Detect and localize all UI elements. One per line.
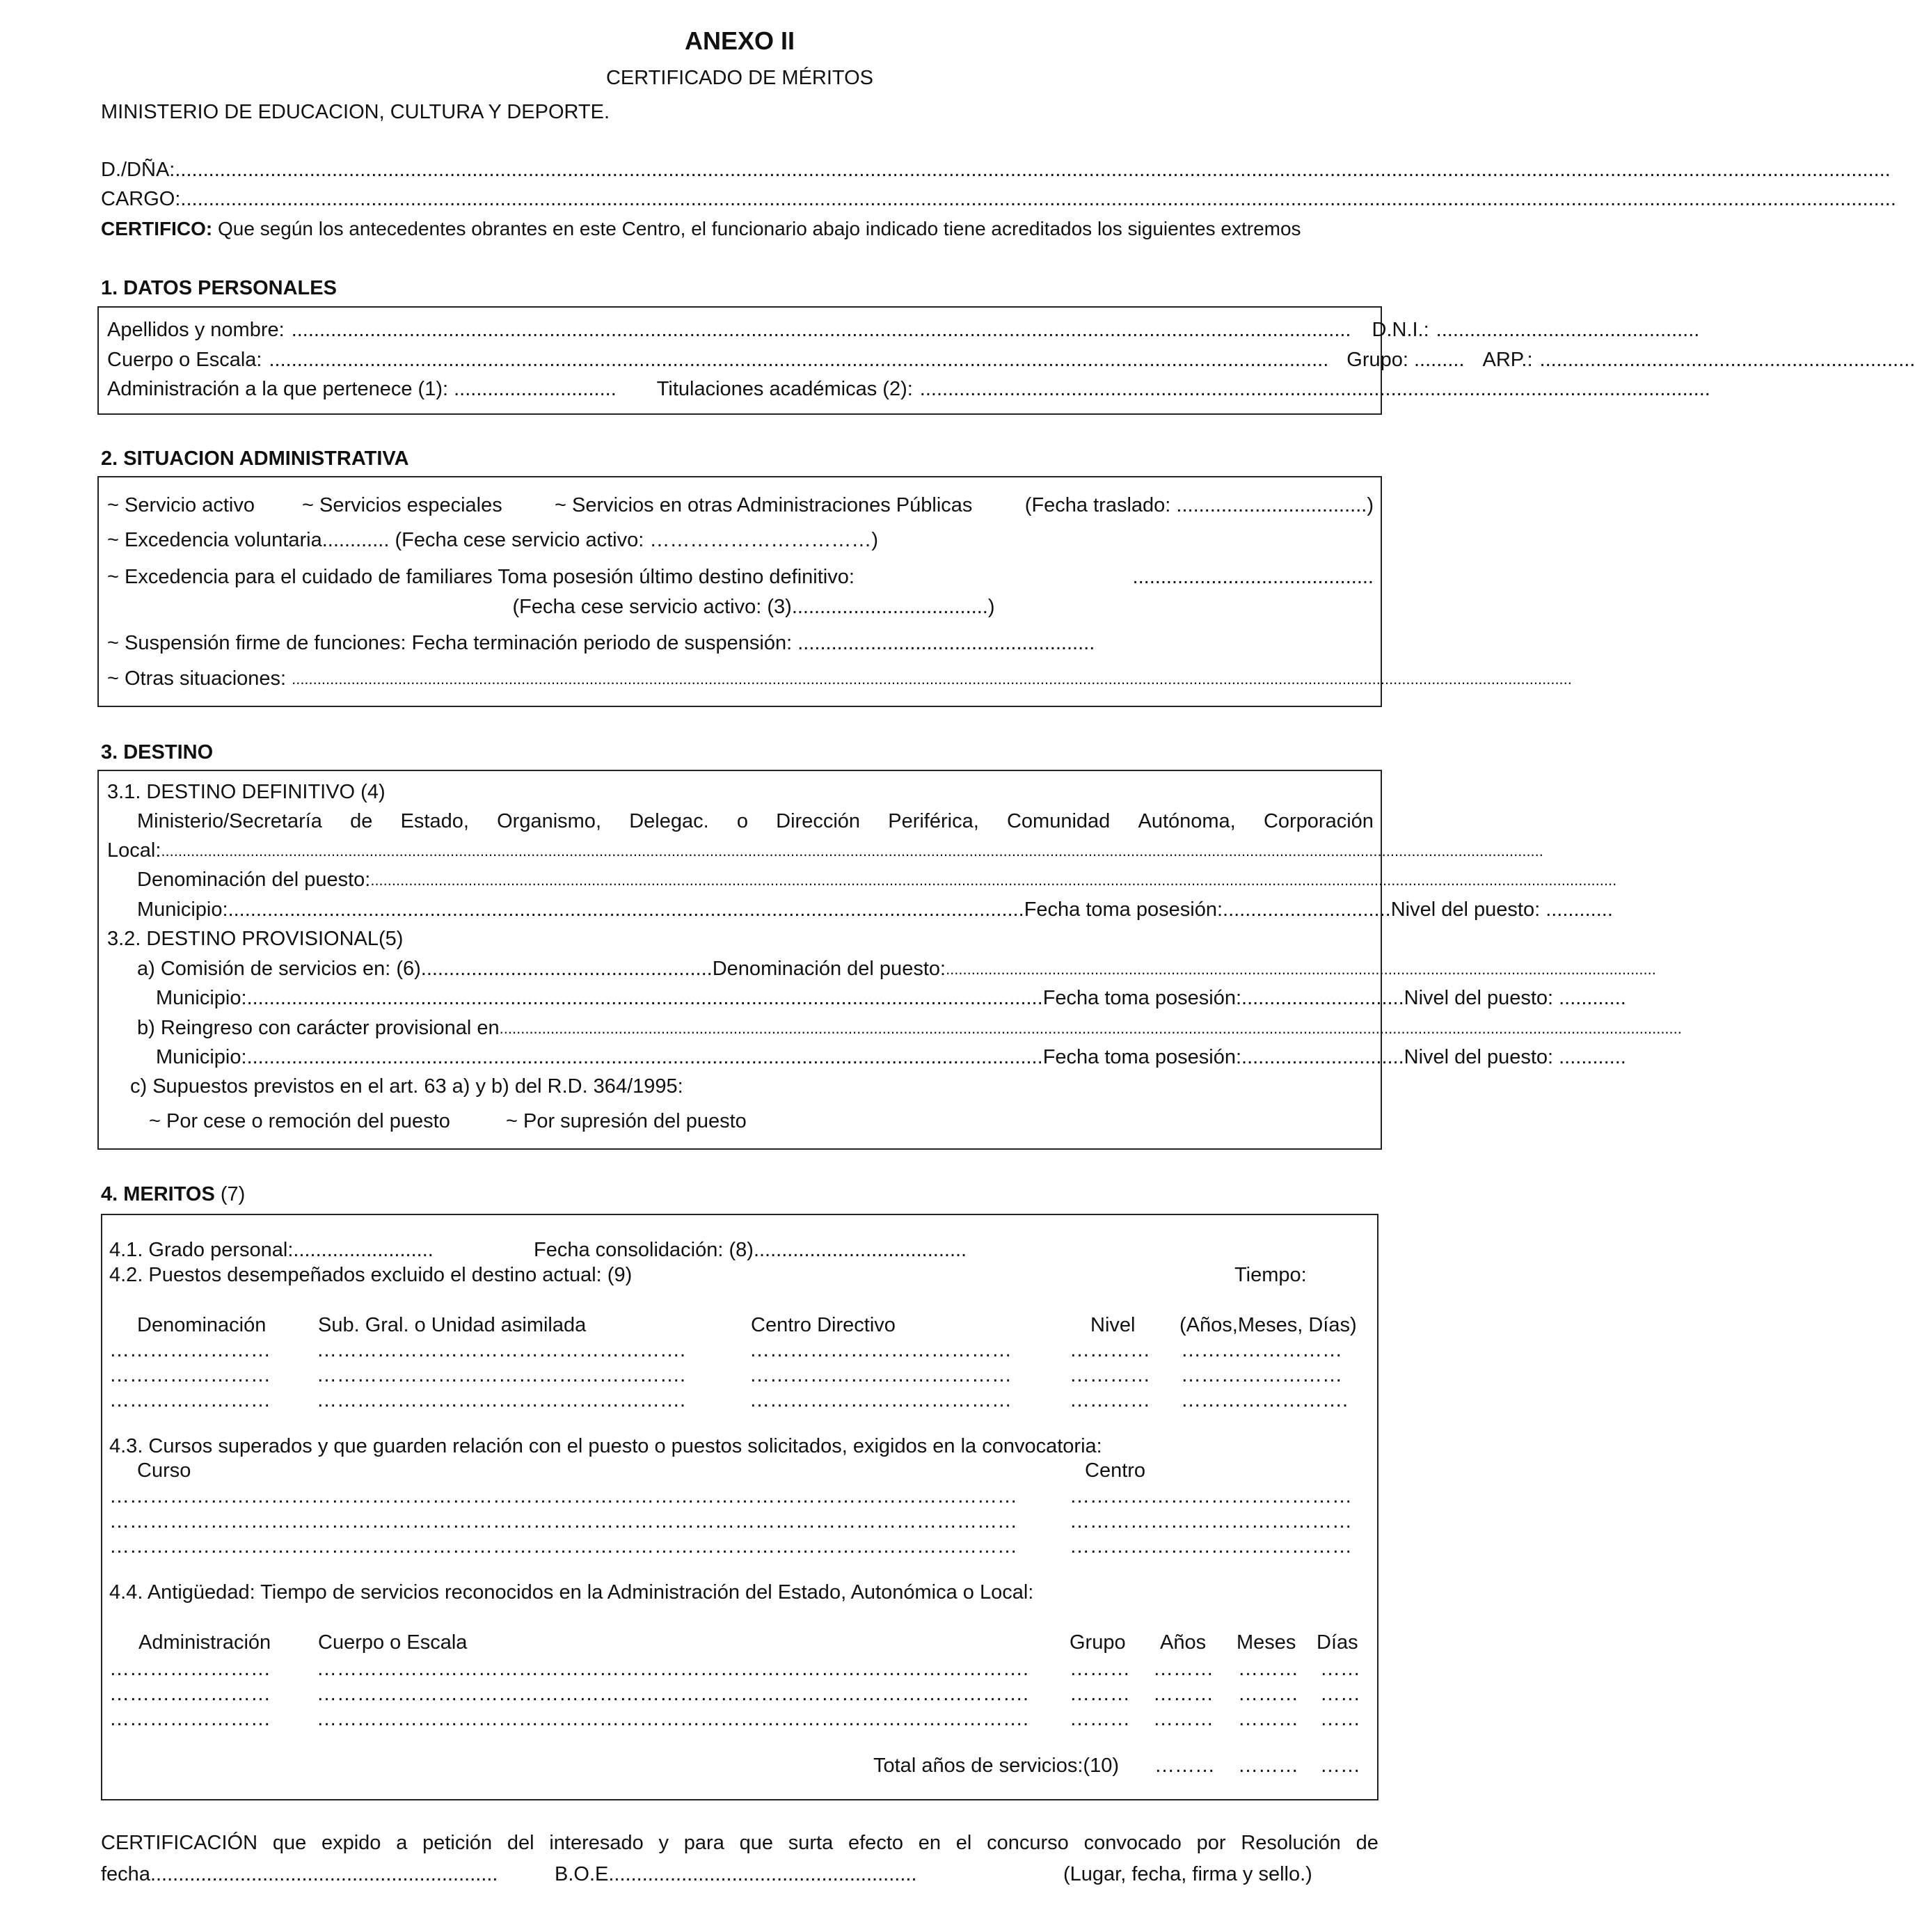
cargo-label: CARGO: xyxy=(101,188,181,210)
certifico-text: Que según los antecedentes obrantes en este Centro, el funcionario abajo indicado tiene acreditados los siguientes extremos xyxy=(212,218,1301,239)
certifico-label: CERTIFICO: xyxy=(101,218,213,239)
municipio-label: Municipio: xyxy=(156,987,247,1009)
municipio-row-3[interactable] xyxy=(156,1046,1626,1069)
section-2-heading: 2. SITUACION ADMINISTRATIVA xyxy=(101,448,409,470)
admin-field[interactable]: Administración a la que pertenece (1): ............................. xyxy=(107,378,617,400)
col-curso: Curso xyxy=(137,1459,191,1482)
word: o xyxy=(736,810,748,832)
section-3-heading: 3. DESTINO xyxy=(101,741,214,763)
checkbox-excedencia-voluntaria[interactable]: ~ Excedencia voluntaria............ (Fecha cese servicio activo: ……………………………) xyxy=(107,529,878,551)
word: concurso xyxy=(987,1832,1069,1854)
comision-row[interactable] xyxy=(137,958,1656,981)
puestos-label: 4.2. Puestos desempeñados excluido el destino actual: (9) xyxy=(109,1264,633,1286)
word: Ministerio/Secretaría xyxy=(137,810,322,832)
table-row[interactable]: …………………… ……………………………………………………………………………………………. ……… ……… ……… …… xyxy=(109,1708,1360,1730)
antiguedad-table-rows[interactable] xyxy=(109,1656,1360,1732)
checkbox-excedencia-familiares[interactable]: ~ Excedencia para el cuidado de familiares Toma posesión último destino definitivo: xyxy=(107,566,855,588)
table-row[interactable]: …………………… ……………………………………………………………………………………………. ……… ……… ……… …… xyxy=(109,1683,1360,1705)
denominacion-dots: ..................................................................................................................................................................................................................................................................................................... xyxy=(370,871,1617,889)
checkbox-otras-administraciones[interactable]: ~ Servicios en otras Administraciones Públicas xyxy=(555,494,973,516)
word: de xyxy=(350,810,373,832)
col-cuerpo-escala: Cuerpo o Escala xyxy=(318,1631,468,1654)
apellidos-label: Apellidos y nombre: xyxy=(107,319,285,341)
cursos-table-rows[interactable] xyxy=(109,1484,1352,1559)
word: que xyxy=(272,1832,307,1854)
col-centro-directivo: Centro Directivo xyxy=(751,1314,896,1336)
municipio-label: Municipio: xyxy=(156,1046,247,1068)
col-centro: Centro xyxy=(1085,1459,1146,1482)
col-denominacion: Denominación xyxy=(137,1314,267,1336)
table-row[interactable]: ……………………………………………………………………………………………………………………… …………………………………… xyxy=(109,1510,1352,1533)
tiempo-label: Tiempo: xyxy=(1234,1264,1307,1286)
municipio-row-2[interactable] xyxy=(156,987,1626,1010)
apellidos-dots[interactable]: ............................................................................................................................................................................................. xyxy=(291,319,1351,341)
word: expido xyxy=(321,1832,381,1854)
cuerpo-label: Cuerpo o Escala: xyxy=(107,349,262,371)
table-row[interactable]: …………………… ……………………………………………………………………………………………. ……… ……… ……… …… xyxy=(109,1658,1360,1680)
certifico-line xyxy=(101,218,1301,240)
nivel-field[interactable]: Nivel del puesto: ............ xyxy=(1404,987,1626,1009)
arp-label: ARP.: xyxy=(1482,349,1533,371)
word: en xyxy=(918,1832,941,1854)
supuestos-label: c) Supuestos previstos en el art. 63 a) y b) del R.D. 364/1995: xyxy=(130,1075,683,1098)
word: Resolución xyxy=(1241,1832,1341,1854)
col-administracion: Administración xyxy=(138,1631,271,1654)
word: el xyxy=(955,1832,972,1854)
col-nivel: Nivel xyxy=(1090,1314,1136,1336)
otras-situaciones-label: ~ Otras situaciones: xyxy=(107,667,287,690)
puestos-table-rows[interactable] xyxy=(109,1338,1348,1413)
word: Delegac. xyxy=(629,810,709,832)
total-fields[interactable]: ……… ……… …… xyxy=(1154,1755,1360,1777)
word: efecto xyxy=(848,1832,903,1854)
col-anos: Años xyxy=(1160,1631,1207,1654)
dni-dots[interactable]: ............................................... xyxy=(1436,319,1700,341)
nivel-field[interactable]: Nivel del puesto: ............ xyxy=(1404,1046,1626,1068)
denominacion-label: Denominación del puesto: xyxy=(137,869,371,891)
checkbox-servicios-especiales[interactable]: ~ Servicios especiales xyxy=(302,494,502,516)
titulaciones-dots[interactable]: ............................................................................................................................................. xyxy=(919,378,1710,400)
toma-posesion-dots[interactable]: ........................................... xyxy=(1132,566,1374,588)
reingreso-row[interactable] xyxy=(137,1017,1682,1040)
table-row[interactable]: ……………………………………………………………………………………………………………………… …………………………………… xyxy=(109,1485,1352,1507)
word: por xyxy=(1196,1832,1226,1854)
word: Comunidad xyxy=(1006,810,1111,832)
section-4-heading-bold: 4. MERITOS xyxy=(101,1183,215,1205)
col-grupo: Grupo xyxy=(1070,1631,1126,1654)
grupo-field[interactable]: Grupo: ......... xyxy=(1346,349,1465,371)
word: para xyxy=(683,1832,724,1854)
col-tiempo: (Años,Meses, Días) xyxy=(1179,1314,1357,1336)
cargo-field[interactable] xyxy=(101,188,1896,211)
cargo-dots: .................................................................................................................................................................................................................................................................................................................. xyxy=(180,188,1896,210)
checkbox-otras-situaciones[interactable] xyxy=(107,667,1572,691)
total-label: Total años de servicios:(10) xyxy=(873,1755,1119,1777)
word: a xyxy=(396,1832,408,1854)
col-subgral: Sub. Gral. o Unidad asimilada xyxy=(318,1314,587,1336)
local-label: Local: xyxy=(107,839,161,862)
consolidacion-field[interactable]: Fecha consolidación: (8)...................................... xyxy=(534,1239,967,1261)
destino-provisional-title: 3.2. DESTINO PROVISIONAL(5) xyxy=(107,928,404,950)
section-1-box xyxy=(97,306,1915,415)
certificacion-line xyxy=(101,1832,1378,1855)
word: petición xyxy=(422,1832,493,1854)
reingreso-dots: ...................................................................................................................................................................................................................................................................................... xyxy=(499,1020,1682,1037)
section-3-box xyxy=(97,770,1682,1150)
section-2-box xyxy=(97,476,1572,707)
cursos-label: 4.3. Cursos superados y que guarden relación con el puesto o puestos solicitados, exigidos en la convocatoria: xyxy=(109,1435,1102,1457)
comision-field[interactable]: a) Comisión de servicios en: (6).................................................... xyxy=(137,958,713,980)
col-meses: Meses xyxy=(1237,1631,1296,1654)
municipio-row-1[interactable] xyxy=(137,898,1613,921)
dni-label: D.N.I.: xyxy=(1372,319,1429,341)
dna-label: D./DÑA: xyxy=(101,159,175,181)
lugar-fecha-firma: (Lugar, fecha, firma y sello.) xyxy=(1063,1863,1312,1885)
reingreso-label: b) Reingreso con carácter provisional en xyxy=(137,1017,500,1039)
municipio-dots: .............................................................................................................................................. xyxy=(246,987,1043,1009)
word: Dirección xyxy=(776,810,861,832)
word: y xyxy=(658,1832,669,1854)
section-4-heading xyxy=(101,1183,245,1206)
local-dots: ..................................................................................................................................................................................................................................................................................................................................... xyxy=(161,842,1543,860)
word: CERTIFICACIÓN xyxy=(101,1832,258,1854)
arp-dots[interactable]: ................................................................... xyxy=(1539,349,1915,371)
section-4-box xyxy=(101,1214,1378,1800)
word: de xyxy=(1356,1832,1378,1854)
document-subtitle: CERTIFICADO DE MÉRITOS xyxy=(605,67,874,89)
checkbox-cese[interactable]: ~ Por cese o remoción del puesto xyxy=(149,1110,450,1132)
word: interesado xyxy=(549,1832,644,1854)
word: Estado, xyxy=(400,810,469,832)
document-title: ANEXO II xyxy=(684,26,795,55)
word: Organismo, xyxy=(497,810,601,832)
municipio-label: Municipio: xyxy=(137,898,228,921)
word: Corporación xyxy=(1263,810,1374,832)
checkbox-supresion[interactable]: ~ Por supresión del puesto xyxy=(506,1110,747,1132)
otras-situaciones-dots: ............................................................................................................................................................................................................................................................................................................. xyxy=(292,670,1572,688)
antiguedad-label: 4.4. Antigüedad: Tiempo de servicios reconocidos en la Administración del Estado, Autonómica o Local: xyxy=(109,1581,1034,1604)
nivel-field[interactable]: Nivel del puesto: ............ xyxy=(1390,898,1613,921)
titulaciones-label: Titulaciones académicas (2): xyxy=(656,378,913,400)
section-4-heading-rest: (7) xyxy=(214,1183,246,1205)
word: del xyxy=(507,1832,534,1854)
checkbox-suspension[interactable]: ~ Suspensión firme de funciones: Fecha terminación periodo de suspensión: ..................................................... xyxy=(107,632,1095,654)
municipio-dots: .............................................................................................................................................. xyxy=(246,1046,1043,1068)
word: convocado xyxy=(1083,1832,1182,1854)
denominacion-field[interactable] xyxy=(137,869,1617,892)
word: Autónoma, xyxy=(1138,810,1236,832)
denominacion2-label: Denominación del puesto: xyxy=(712,958,946,980)
section-1-heading: 1. DATOS PERSONALES xyxy=(101,277,337,299)
fecha-toma-field[interactable]: Fecha toma posesión:.............................. xyxy=(1024,898,1391,921)
dna-dots: .................................................................................................................................................................................................................................................................................................................. xyxy=(175,159,1891,181)
word: que xyxy=(739,1832,773,1854)
fecha-cese-3-field[interactable]: (Fecha cese servicio activo: (3)...................................) xyxy=(512,596,995,618)
table-row[interactable]: …………………… ………………………………………………. ………………………………… ………… …………………… xyxy=(109,1339,1342,1361)
table-row[interactable]: …………………… ………………………………………………. ………………………………… ………… ……………………. xyxy=(109,1389,1349,1411)
boe-field[interactable]: B.O.E....................................................... xyxy=(555,1863,917,1885)
word: Periférica, xyxy=(888,810,979,832)
ministry-line: MINISTERIO DE EDUCACION, CULTURA Y DEPORTE. xyxy=(101,101,610,123)
col-dias: Días xyxy=(1317,1631,1358,1654)
table-row[interactable]: …………………… ………………………………………………. ………………………………… ………… …………………… xyxy=(109,1364,1342,1386)
fecha-field[interactable]: fecha.............................................................. xyxy=(101,1863,498,1885)
fecha-toma-field[interactable]: Fecha toma posesión:............................. xyxy=(1042,987,1404,1009)
denominacion2-dots: ....................................................................................................................................................................... xyxy=(946,960,1656,978)
grado-field[interactable]: 4.1. Grado personal:......................... xyxy=(109,1239,434,1261)
destino-definitivo-title: 3.1. DESTINO DEFINITIVO (4) xyxy=(107,781,386,803)
word: surta xyxy=(788,1832,834,1854)
municipio-dots: .............................................................................................................................................. xyxy=(228,898,1024,921)
fecha-toma-field[interactable]: Fecha toma posesión:............................. xyxy=(1042,1046,1404,1068)
ministerio-line xyxy=(137,810,1374,833)
cuerpo-dots[interactable]: ............................................................................................................................................................................................. xyxy=(269,349,1329,371)
fecha-traslado-field[interactable]: (Fecha traslado: ..................................) xyxy=(1024,494,1374,516)
checkbox-servicio-activo[interactable]: ~ Servicio activo xyxy=(107,494,255,516)
local-field[interactable] xyxy=(107,839,1543,863)
dna-field[interactable] xyxy=(101,159,1891,182)
table-row[interactable]: ……………………………………………………………………………………………………………………… …………………………………… xyxy=(109,1535,1352,1558)
